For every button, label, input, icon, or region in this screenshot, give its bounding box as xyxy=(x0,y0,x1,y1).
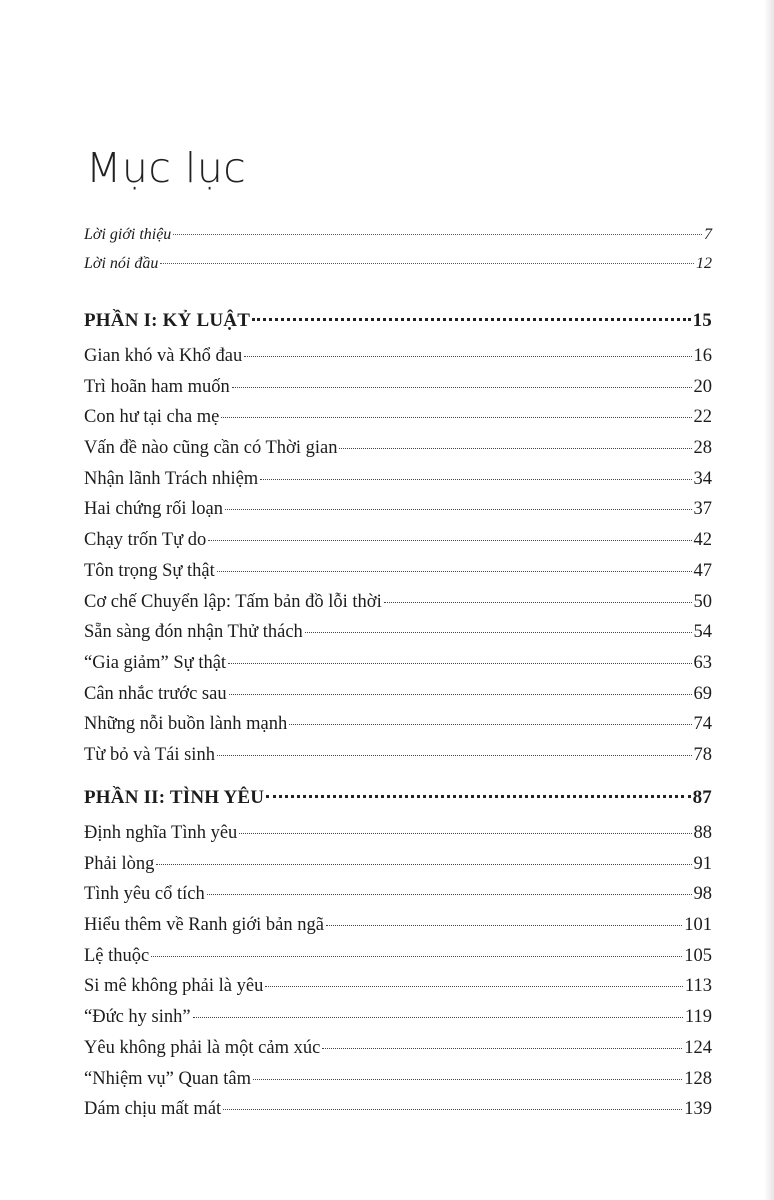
dot-leader xyxy=(322,1048,682,1049)
dot-leader xyxy=(289,724,691,725)
toc-entry-page: 91 xyxy=(693,853,712,874)
dot-leader xyxy=(266,795,690,798)
toc-entry-page: 22 xyxy=(693,407,712,428)
toc-entry-page: 20 xyxy=(693,376,712,397)
toc-entry-label: Nhận lãnh Trách nhiệm xyxy=(84,468,259,489)
toc-entry-page: 98 xyxy=(693,884,712,905)
toc-entry-label: Cân nhắc trước sau xyxy=(84,683,227,704)
toc-entry[interactable] xyxy=(84,884,712,915)
dot-leader xyxy=(252,318,691,321)
dot-leader xyxy=(244,356,691,357)
toc-entry[interactable] xyxy=(84,438,712,469)
toc-entry[interactable] xyxy=(84,745,712,776)
dot-leader xyxy=(232,387,692,388)
toc-entry-label: “Nhiệm vụ” Quan tâm xyxy=(84,1068,251,1089)
toc-entry-label: Tình yêu cổ tích xyxy=(84,884,205,905)
toc-entry[interactable] xyxy=(84,469,712,500)
toc-entry[interactable] xyxy=(84,377,712,408)
toc-entry-label: Lệ thuộc xyxy=(84,945,150,966)
toc-entry-page: 34 xyxy=(693,468,712,489)
toc-entry-label: Si mê không phải là yêu xyxy=(84,976,264,997)
part-heading-label: PHẦN I: KỶ LUẬT xyxy=(84,310,251,331)
toc-entry[interactable] xyxy=(84,561,712,592)
toc-entry-page: 12 xyxy=(696,255,712,272)
toc-entry[interactable] xyxy=(84,407,712,438)
toc-entry-page: 78 xyxy=(693,744,712,765)
toc-entry-label: “Gia giảm” Sự thật xyxy=(84,652,227,673)
toc-entry[interactable] xyxy=(84,684,712,715)
dot-leader xyxy=(339,448,691,449)
toc-entry-page: 101 xyxy=(684,915,712,936)
toc-entry[interactable] xyxy=(84,1099,712,1130)
dot-leader xyxy=(221,417,691,418)
toc-entry[interactable] xyxy=(84,653,712,684)
toc-entry-label: Hai chứng rối loạn xyxy=(84,499,223,520)
toc-entry-list xyxy=(84,823,712,1130)
toc-part-heading[interactable] xyxy=(84,310,712,346)
toc-entry-label: Tôn trọng Sự thật xyxy=(84,560,215,581)
toc-entry-page: 16 xyxy=(693,346,712,366)
toc-part-2 xyxy=(84,787,712,1130)
toc-entry-page: 128 xyxy=(684,1068,712,1089)
dot-leader xyxy=(223,1109,682,1110)
part-heading-page: 87 xyxy=(692,787,712,808)
toc-entry-page: 69 xyxy=(693,683,712,704)
part-heading-page: 15 xyxy=(692,310,712,331)
dot-leader xyxy=(208,540,691,541)
toc-entry-page: 50 xyxy=(693,591,712,612)
page-edge-shadow xyxy=(764,0,774,1200)
dot-leader xyxy=(217,571,692,572)
toc-entry-list xyxy=(84,346,712,776)
toc-entry[interactable] xyxy=(84,976,712,1007)
toc-entry-label: Con hư tại cha mẹ xyxy=(84,407,220,428)
toc-entry-label: Cơ chế Chuyển lập: Tấm bản đồ lỗi thời xyxy=(84,591,382,612)
toc-entry-label: Vấn đề nào cũng cần có Thời gian xyxy=(84,438,338,459)
toc-entry-page: 7 xyxy=(704,226,712,243)
dot-leader xyxy=(265,986,683,987)
dot-leader xyxy=(228,663,691,664)
toc-entry-label: Lời giới thiệu xyxy=(84,226,172,243)
toc-entry-label: Sẵn sàng đón nhận Thử thách xyxy=(84,622,303,643)
dot-leader xyxy=(326,925,682,926)
dot-leader xyxy=(384,602,692,603)
toc-entry-page: 63 xyxy=(693,652,712,673)
toc-entry-page: 119 xyxy=(684,1007,712,1028)
toc-entry-label: Định nghĩa Tình yêu xyxy=(84,823,238,843)
toc-entry[interactable] xyxy=(84,915,712,946)
dot-leader xyxy=(173,234,702,235)
dot-leader xyxy=(193,1017,683,1018)
toc-intro-section xyxy=(84,226,712,284)
toc-entry-label: Trì hoãn ham muốn xyxy=(84,376,230,397)
toc-part-heading[interactable] xyxy=(84,787,712,823)
dot-leader xyxy=(239,833,691,834)
toc-entry-page: 74 xyxy=(693,714,712,735)
toc-entry-label: Từ bỏ và Tái sinh xyxy=(84,744,215,765)
toc-entry-label: Hiểu thêm về Ranh giới bản ngã xyxy=(84,915,324,936)
toc-part-1 xyxy=(84,310,712,776)
page-title: Mục lục xyxy=(86,144,247,192)
toc-entry-label: Gian khó và Khổ đau xyxy=(84,346,243,366)
dot-leader xyxy=(156,864,691,865)
toc-entry-label: “Đức hy sinh” xyxy=(84,1007,191,1028)
toc-entry-label: Chạy trốn Tự do xyxy=(84,530,207,551)
dot-leader xyxy=(151,956,682,957)
toc-entry[interactable] xyxy=(84,346,712,377)
toc-entry-page: 42 xyxy=(693,530,712,551)
toc-entry-page: 47 xyxy=(693,560,712,581)
dot-leader xyxy=(229,694,692,695)
toc-entry[interactable] xyxy=(84,592,712,623)
toc-intro-entry[interactable] xyxy=(84,226,712,255)
dot-leader xyxy=(160,263,694,264)
toc-entry-label: Những nỗi buồn lành mạnh xyxy=(84,714,288,735)
toc-entry[interactable] xyxy=(84,854,712,885)
toc-entry[interactable] xyxy=(84,622,712,653)
dot-leader xyxy=(225,509,692,510)
dot-leader xyxy=(207,894,692,895)
toc-entry[interactable] xyxy=(84,1038,712,1069)
toc-entry[interactable] xyxy=(84,946,712,977)
toc-entry-page: 88 xyxy=(693,823,712,843)
toc-entry[interactable] xyxy=(84,714,712,745)
toc-entry[interactable] xyxy=(84,823,712,854)
toc-entry[interactable] xyxy=(84,530,712,561)
dot-leader xyxy=(305,632,692,633)
dot-leader xyxy=(253,1079,682,1080)
toc-entry-page: 124 xyxy=(684,1037,712,1058)
toc-entry-label: Dám chịu mất mát xyxy=(84,1099,222,1120)
toc-entry-page: 28 xyxy=(693,438,712,459)
toc-entry-label: Phải lòng xyxy=(84,853,155,874)
dot-leader xyxy=(260,479,691,480)
dot-leader xyxy=(217,755,692,756)
toc-entry-label: Yêu không phải là một cảm xúc xyxy=(84,1037,321,1058)
toc-entry[interactable] xyxy=(84,499,712,530)
toc-entry-page: 139 xyxy=(684,1099,712,1120)
toc-intro-entry[interactable] xyxy=(84,255,712,284)
toc-entry[interactable] xyxy=(84,1007,712,1038)
toc-entry-label: Lời nói đầu xyxy=(84,255,159,272)
toc-entry-page: 113 xyxy=(684,976,712,997)
toc-entry-page: 105 xyxy=(684,945,712,966)
toc-entry[interactable] xyxy=(84,1069,712,1100)
toc-entry-page: 54 xyxy=(693,622,712,643)
part-heading-label: PHẦN II: TÌNH YÊU xyxy=(84,787,265,808)
toc-entry-page: 37 xyxy=(693,499,712,520)
